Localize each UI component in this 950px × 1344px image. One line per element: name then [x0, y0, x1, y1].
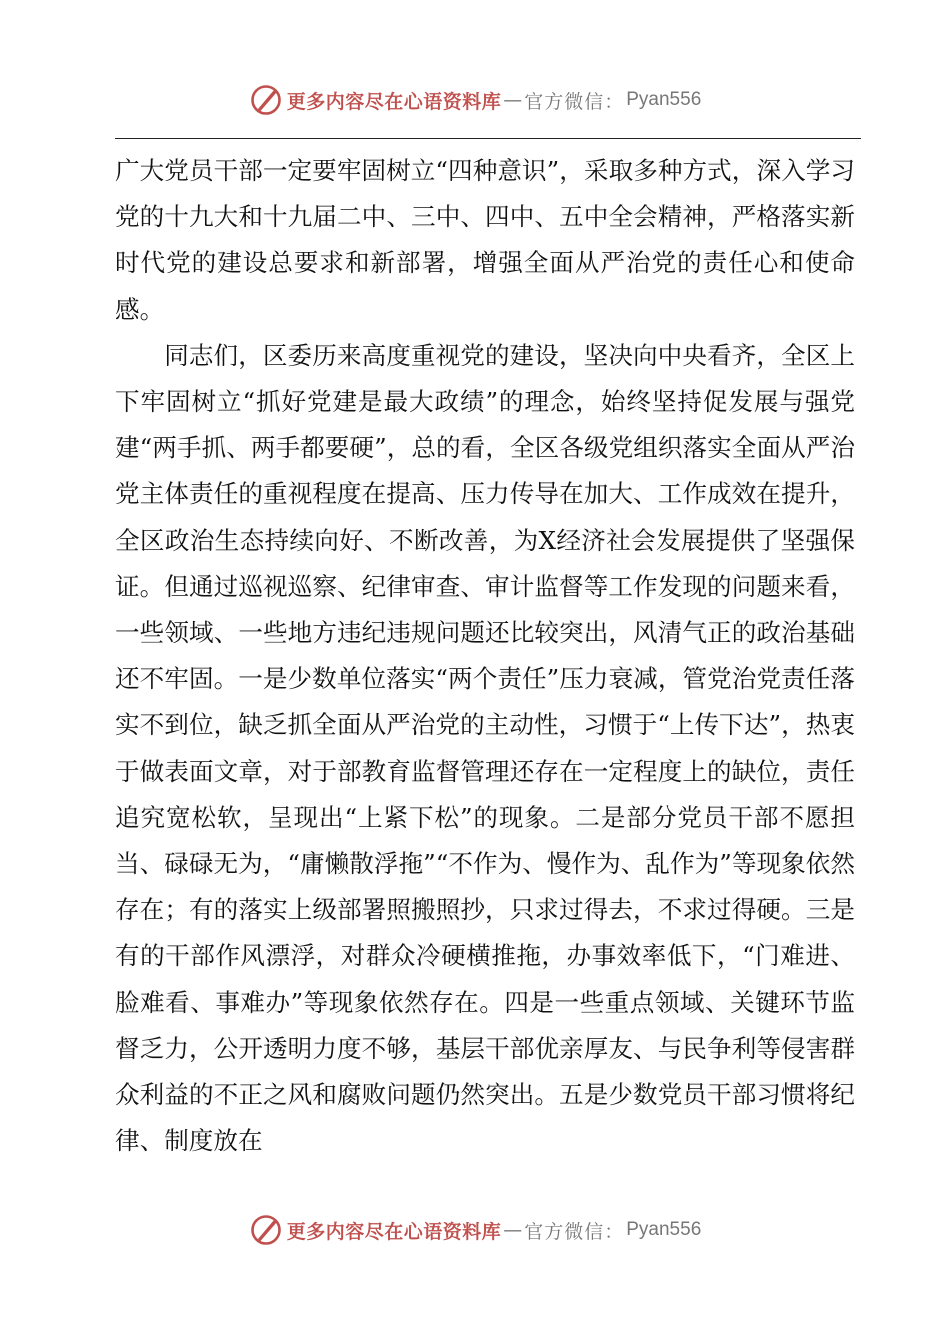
- footer-banner: [0, 1210, 950, 1250]
- header-wechat-label: 官方微信：: [524, 90, 625, 113]
- footer-wechat-label: 官方微信：: [524, 1220, 625, 1243]
- header-brand-text: 更多内容尽在心语资料库: [286, 90, 502, 113]
- header-banner: [0, 80, 950, 120]
- header-divider: [115, 138, 861, 139]
- footer-wechat-id: Pyan556: [626, 1219, 702, 1240]
- header-wechat-id: Pyan556: [626, 89, 702, 110]
- document-body: [115, 148, 855, 1164]
- footer-brand-text: 更多内容尽在心语资料库: [286, 1220, 502, 1243]
- pen-circle-logo-icon: [249, 83, 283, 117]
- header-dash: —: [503, 89, 523, 111]
- paragraph-1: 广大党员干部一定要牢固树立“四种意识”，采取多种方式，深入学习党的十九大和十九届二中、三中、四中、五中全会精神，严格落实新时代党的建设总要求和新部署，增强全面从严治党的责任心和使命感。: [115, 156, 855, 324]
- pen-circle-logo-icon: [249, 1213, 283, 1247]
- paragraph-2: 同志们，区委历来高度重视党的建设，坚决向中央看齐，全区上下牢固树立“抓好党建是最大政绩”的理念，始终坚持促发展与强党建“两手抓、两手都要硬”，总的看，全区各级党组织落实全面从严治党主体责任的重视程度在提高、压力传导在加大、工作成效在提升，全区政治生态持续向好、不断改善，为X经济社会发展提供了坚强保证。但通过巡视巡察、纪律审查、审计监督等工作发现的问题来看，一些领域、一些地方违纪违规问题还比较突出，风清气正的政治基础还不牢固。一是少数单位落实“两个责任”压力衰减，管党治党责任落实不到位，缺乏抓全面从严治党的主动性，习惯于“上传下达”，热衷于做表面文章，对于部教育监督管理还存在一定程度上的缺位，责任追究宽松软，呈现出“上紧下松”的现象。二是部分党员干部不愿担当、碌碌无为，“庸懒散浮拖”“不作为、慢作为、乱作为”等现象依然存在；有的落实上级部署照搬照抄，只求过得去，不求过得硬。三是有的干部作风漂浮，对群众冷硬横推拖，办事效率低下，“门难进、脸难看、事难办”等现象依然存在。四是一些重点领域、关键环节监督乏力，公开透明力度不够，基层干部优亲厚友、与民争利等侵害群众利益的不正之风和腐败问题仍然突出。五是少数党员干部习惯将纪律、制度放在: [115, 340, 855, 1156]
- footer-dash: —: [503, 1219, 523, 1241]
